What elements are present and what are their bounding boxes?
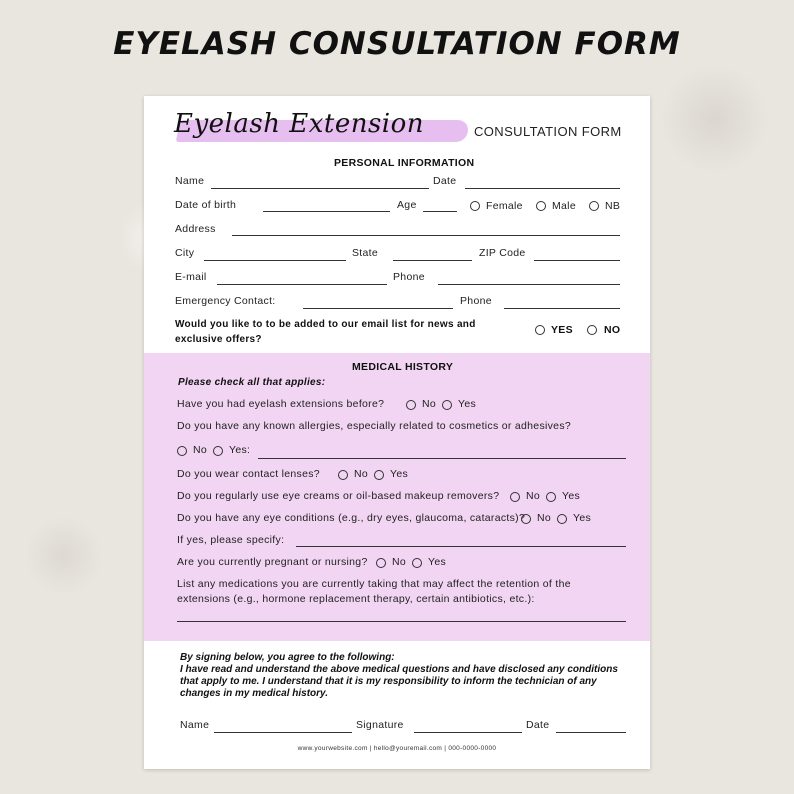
q1-no-label: No [422,398,437,410]
q5-yes-label: Yes [573,512,592,524]
emergency-phone-label: Phone [460,295,492,307]
name-label: Name [175,175,205,187]
sign-name-label: Name [180,719,210,731]
sign-name-field[interactable] [214,732,352,733]
q4-no-radio[interactable] [510,492,520,502]
q5-no-radio[interactable] [521,514,531,524]
form-title: CONSULTATION FORM [474,124,622,139]
q-pregnant: Are you currently pregnant or nursing? [177,556,368,568]
dob-field[interactable] [263,211,390,212]
male-radio[interactable] [536,201,546,211]
q-medications: List any medications you are currently taking that may affect the retention of the [177,578,571,590]
q1-yes-radio[interactable] [442,400,452,410]
male-label: Male [552,200,576,212]
city-field[interactable] [204,260,346,261]
email-list-no-label: NO [604,324,621,336]
personal-section-title: PERSONAL INFORMATION [334,157,475,169]
form-page [144,96,650,769]
medications-field[interactable] [177,621,626,622]
date-label: Date [433,175,457,187]
dob-label: Date of birth [175,199,237,211]
emergency-label: Emergency Contact: [175,295,276,307]
city-label: City [175,247,195,259]
state-label: State [352,247,379,259]
q3-no-radio[interactable] [338,470,348,480]
name-field[interactable] [211,188,429,189]
allergies-field[interactable] [258,458,626,459]
q2-no-label: No [193,444,208,456]
female-radio[interactable] [470,201,480,211]
q5-no-label: No [537,512,552,524]
zip-field[interactable] [534,260,620,261]
email-list-no-radio[interactable] [587,325,597,335]
q3-no-label: No [354,468,369,480]
address-field[interactable] [232,235,620,236]
sign-date-field[interactable] [556,732,626,733]
q-contact-lenses: Do you wear contact lenses? [177,468,320,480]
nb-radio[interactable] [589,201,599,211]
specify-label: If yes, please specify: [177,534,285,546]
medical-section-title: MEDICAL HISTORY [352,361,454,373]
agreement-line-4: changes in my medical history. [180,688,329,699]
phone-field[interactable] [438,284,620,285]
state-field[interactable] [393,260,472,261]
q-eye-creams: Do you regularly use eye creams or oil-based makeup removers? [177,490,500,502]
q-medications-cont: extensions (e.g., hormone replacement therapy, certain antibiotics, etc.): [177,593,535,605]
email-list-yes-radio[interactable] [535,325,545,335]
q3-yes-label: Yes [390,468,409,480]
emergency-phone-field[interactable] [504,308,620,309]
date-field[interactable] [465,188,620,189]
q6-yes-radio[interactable] [412,558,422,568]
age-field[interactable] [423,211,457,212]
medical-section [144,353,650,641]
nb-label: NB [605,200,621,212]
emergency-field[interactable] [303,308,453,309]
email-list-question: Would you like to to be added to our email list for news and [175,319,476,330]
sign-date-label: Date [526,719,550,731]
agreement-line-2: I have read and understand the above medical questions and have disclosed any conditions [180,664,618,675]
q5-yes-radio[interactable] [557,514,567,524]
script-title: Eyelash Extension [174,109,425,139]
agreement-line-1: By signing below, you agree to the following: [180,652,395,663]
q4-yes-label: Yes [562,490,581,502]
zip-label: ZIP Code [479,247,526,259]
q4-no-label: No [526,490,541,502]
signature-label: Signature [356,719,404,731]
email-list-question-cont: exclusive offers? [175,334,262,345]
email-field[interactable] [217,284,387,285]
footer-contact: www.yourwebsite.com | hello@youremail.com | 000-0000-0000 [297,745,497,752]
q3-yes-radio[interactable] [374,470,384,480]
agreement-line-3: that apply to me. I understand that it is my responsibility to inform the technician of any [180,676,597,687]
q-allergies: Do you have any known allergies, especially related to cosmetics or adhesives? [177,420,572,432]
email-list-yes-label: YES [551,324,573,336]
q-extensions-before: Have you had eyelash extensions before? [177,398,385,410]
q6-no-label: No [392,556,407,568]
banner-title: EYELASH CONSULTATION FORM [113,26,681,62]
q1-no-radio[interactable] [406,400,416,410]
q6-no-radio[interactable] [376,558,386,568]
address-label: Address [175,223,216,235]
q1-yes-label: Yes [458,398,477,410]
q2-no-radio[interactable] [177,446,187,456]
specify-field[interactable] [296,546,626,547]
q6-yes-label: Yes [428,556,447,568]
q4-yes-radio[interactable] [546,492,556,502]
form-header [144,96,650,154]
signature-field[interactable] [414,732,522,733]
medical-instruction: Please check all that applies: [178,377,326,388]
q2-yes-radio[interactable] [213,446,223,456]
email-label: E-mail [175,271,207,283]
q2-yes-label: Yes: [229,444,251,456]
phone-label: Phone [393,271,425,283]
q-eye-conditions: Do you have any eye conditions (e.g., dry eyes, glaucoma, cataracts)? [177,512,526,524]
age-label: Age [397,199,417,211]
female-label: Female [486,200,523,212]
